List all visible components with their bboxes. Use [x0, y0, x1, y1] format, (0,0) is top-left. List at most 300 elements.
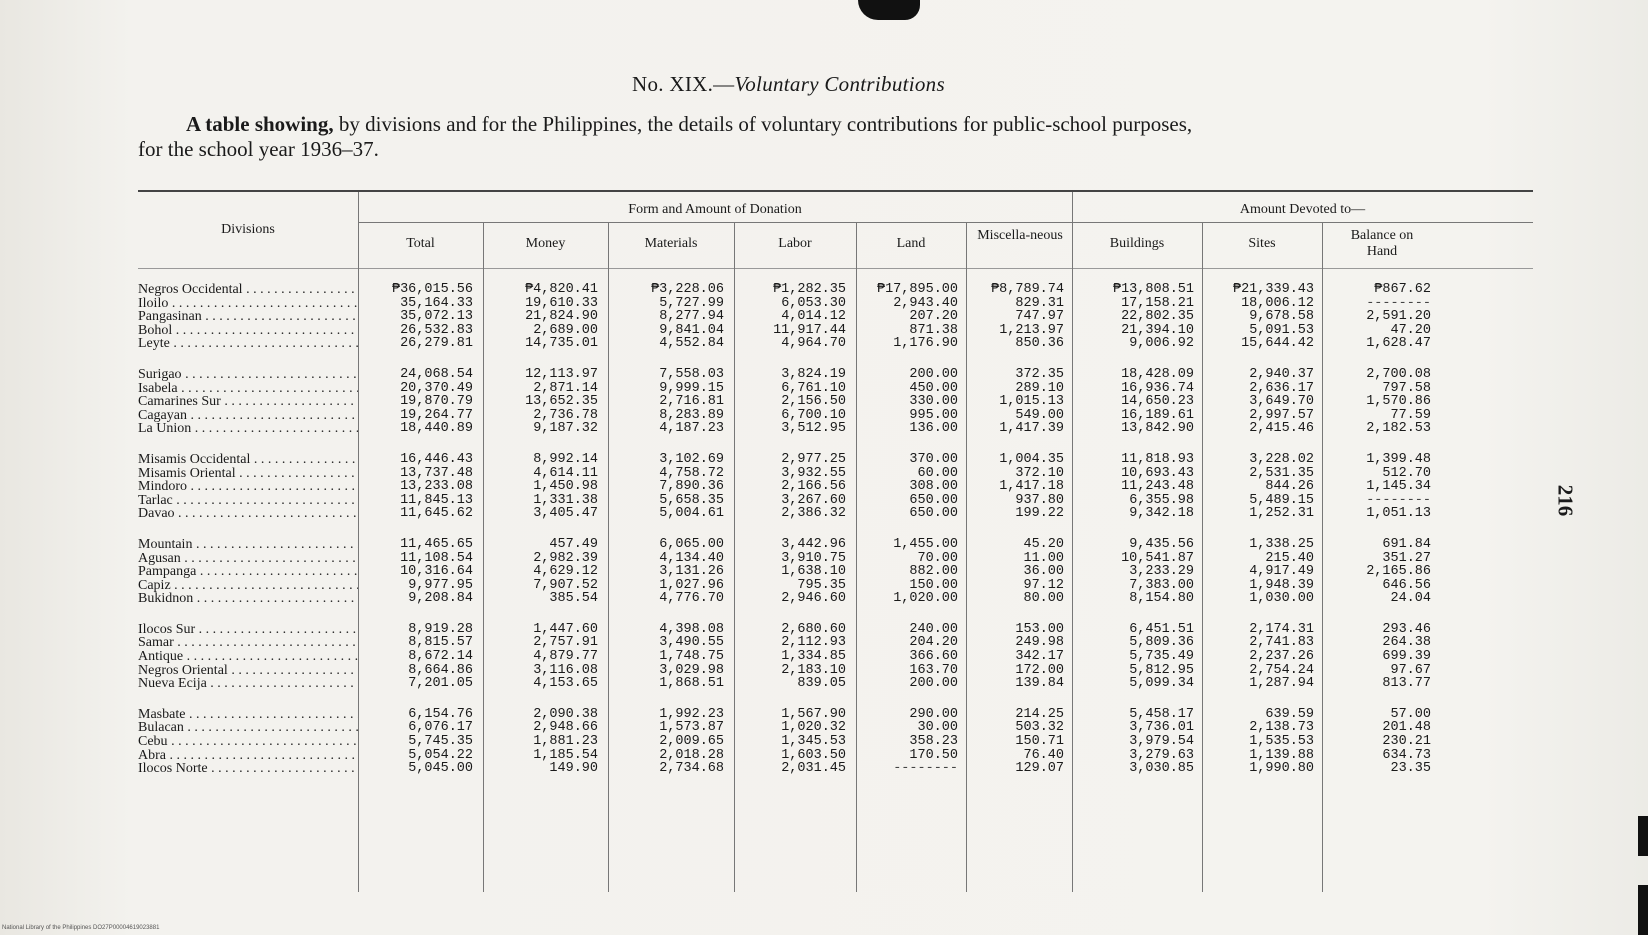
row-group [1074, 538, 1194, 606]
cell-materials: 2,716.81 [659, 394, 724, 410]
division-name: Camarines Sur . . . [138, 395, 358, 409]
cell-materials: 4,552.84 [659, 336, 724, 352]
division-name: Surigao . . . [138, 368, 358, 382]
cell-balance: -------- [1366, 295, 1431, 311]
cell-land: 1,020.00 [893, 591, 958, 607]
cell-labor: 6,053.30 [781, 295, 846, 311]
cell-total: 9,208.84 [408, 591, 473, 607]
cell-misc: ₱8,789.74 [991, 282, 1064, 297]
row-group [138, 283, 358, 351]
cell-labor: 3,267.60 [781, 492, 846, 508]
division-name: Nueva Ecija . . . [138, 677, 358, 691]
row-group [858, 368, 958, 436]
row-group [858, 708, 958, 776]
cell-materials: 3,490.55 [659, 635, 724, 651]
division-name: La Union . . . [138, 422, 358, 436]
cell-land: 882.00 [909, 564, 958, 580]
cell-misc: 199.22 [1015, 506, 1064, 522]
cell-balance: 264.38 [1382, 635, 1431, 651]
division-name: Antique . . . [138, 650, 358, 664]
cell-labor: 2,156.50 [781, 394, 846, 410]
cell-total: 8,672.14 [408, 649, 473, 665]
division-name: Pangasinan . . . [138, 310, 358, 324]
cell-labor: 11,917.44 [773, 322, 846, 338]
division-name: Samar . . . [138, 636, 358, 650]
division-name: Negros Occidental . . . [138, 283, 358, 297]
cell-money: 2,090.38 [533, 706, 598, 722]
row-group [1324, 283, 1431, 351]
cell-balance: 47.20 [1390, 322, 1431, 338]
row-group [485, 368, 598, 436]
cell-buildings: 17,158.21 [1121, 295, 1194, 311]
cell-balance: 2,591.20 [1366, 309, 1431, 325]
cell-misc: 249.98 [1015, 635, 1064, 651]
cell-misc: 829.31 [1015, 295, 1064, 311]
cell-labor: 2,977.25 [781, 451, 846, 467]
cell-materials: 1,992.23 [659, 706, 724, 722]
cell-balance: 24.04 [1390, 591, 1431, 607]
cell-money: 457.49 [549, 536, 598, 552]
row-group [138, 453, 358, 521]
cell-money: 2,871.14 [533, 380, 598, 396]
cell-labor: 4,964.70 [781, 336, 846, 352]
division-name: Iloilo . . . [138, 297, 358, 311]
col-rule [734, 222, 735, 892]
cell-land: 30.00 [917, 720, 958, 736]
cell-money: 2,757.91 [533, 635, 598, 651]
division-column [138, 283, 358, 793]
cell-money: 7,907.52 [533, 577, 598, 593]
cell-materials: 5,727.99 [659, 295, 724, 311]
row-group [736, 283, 846, 351]
header-devoted-group: Amount Devoted to— [1239, 202, 1366, 217]
cell-balance: 23.35 [1390, 761, 1431, 777]
division-name: Capiz . . . [138, 579, 358, 593]
cell-sites: 5,091.53 [1249, 322, 1314, 338]
cell-sites: 2,741.83 [1249, 635, 1314, 651]
cell-sites: 9,678.58 [1249, 309, 1314, 325]
cell-buildings: 7,383.00 [1129, 577, 1194, 593]
cell-money: 2,689.00 [533, 322, 598, 338]
cell-land: 150.00 [909, 577, 958, 593]
cell-total: 9,977.95 [408, 577, 473, 593]
division-name: Tarlac . . . [138, 494, 358, 508]
cell-buildings: 6,355.98 [1129, 492, 1194, 508]
cell-labor: 3,824.19 [781, 366, 846, 382]
cell-buildings: 14,650.23 [1121, 394, 1194, 410]
col-rule [1202, 222, 1203, 892]
row-group [1324, 538, 1431, 606]
cell-buildings: 8,154.80 [1129, 591, 1194, 607]
cell-buildings: 5,735.49 [1129, 649, 1194, 665]
cell-buildings: 5,458.17 [1129, 706, 1194, 722]
division-name: Bulacan . . . [138, 721, 358, 735]
cell-money: 4,614.11 [533, 465, 598, 481]
cell-total: 5,054.22 [408, 747, 473, 763]
cell-misc: 139.84 [1015, 676, 1064, 692]
cell-misc: 503.32 [1015, 720, 1064, 736]
cell-sites: 2,754.24 [1249, 662, 1314, 678]
row-group [360, 538, 473, 606]
cell-materials: 5,004.61 [659, 506, 724, 522]
cell-misc: 80.00 [1023, 591, 1064, 607]
division-name: Ilocos Sur . . . [138, 623, 358, 637]
cell-materials: 2,734.68 [659, 761, 724, 777]
contributions-table [138, 192, 1533, 892]
header-misc: Miscella-neous [977, 228, 1063, 243]
row-group [968, 623, 1064, 691]
cell-land: -------- [893, 761, 958, 777]
cell-buildings: 22,802.35 [1121, 309, 1194, 325]
cell-sites: 1,990.80 [1249, 761, 1314, 777]
header-divisions: Divisions [221, 222, 275, 237]
cell-labor: 4,014.12 [781, 309, 846, 325]
row-group [968, 283, 1064, 351]
cell-balance: 1,145.34 [1366, 479, 1431, 495]
row-group [1074, 368, 1194, 436]
row-group [1324, 453, 1431, 521]
cell-money: 4,879.77 [533, 649, 598, 665]
intro-paragraph [138, 112, 1538, 162]
division-name: Davao . . . [138, 507, 358, 521]
cell-materials: 6,065.00 [659, 536, 724, 552]
cell-balance: 797.58 [1382, 380, 1431, 396]
division-name: Mountain . . . [138, 538, 358, 552]
cell-labor: 6,700.10 [781, 407, 846, 423]
cell-labor: 3,512.95 [781, 421, 846, 437]
cell-misc: 129.07 [1015, 761, 1064, 777]
header-group-rule [358, 222, 1533, 223]
cell-sites: 2,940.37 [1249, 366, 1314, 382]
cell-labor: 1,345.53 [781, 734, 846, 750]
cell-money: 1,331.38 [533, 492, 598, 508]
cell-total: 18,440.89 [400, 421, 473, 437]
cell-balance: 230.21 [1382, 734, 1431, 750]
cell-misc: 1,213.97 [999, 322, 1064, 338]
header-labor: Labor [778, 236, 812, 251]
header-money: Money [525, 236, 566, 251]
cell-sites: 2,415.46 [1249, 421, 1314, 437]
balance-column [1324, 283, 1431, 793]
cell-total: 20,370.49 [400, 380, 473, 396]
cell-total: 10,316.64 [400, 564, 473, 580]
cell-sites: 5,489.15 [1249, 492, 1314, 508]
cell-labor: 1,567.90 [781, 706, 846, 722]
cell-total: 13,737.48 [400, 465, 473, 481]
row-group [138, 368, 358, 436]
sites-column [1204, 283, 1314, 793]
cell-labor: 2,386.32 [781, 506, 846, 522]
cell-land: 2,943.40 [893, 295, 958, 311]
cell-buildings: 5,809.36 [1129, 635, 1194, 651]
cell-materials: 4,398.08 [659, 621, 724, 637]
intro-line1: by divisions and for the Philippines, the details of voluntary contributions for public-school purposes, [333, 112, 1193, 136]
cell-land: 358.23 [909, 734, 958, 750]
row-group [968, 453, 1064, 521]
cell-money: 1,185.54 [533, 747, 598, 763]
cell-balance: 57.00 [1390, 706, 1431, 722]
cell-land: ₱17,895.00 [876, 282, 958, 297]
cell-sites: 4,917.49 [1249, 564, 1314, 580]
col-rule [1072, 192, 1073, 892]
buildings-column [1074, 283, 1194, 793]
division-name: Cebu . . . [138, 735, 358, 749]
row-group [1204, 708, 1314, 776]
cell-buildings: 3,233.29 [1129, 564, 1194, 580]
cell-balance: 691.84 [1382, 536, 1431, 552]
cell-buildings: 11,818.93 [1121, 451, 1194, 467]
cell-labor: 3,910.75 [781, 550, 846, 566]
row-group [1074, 283, 1194, 351]
cell-materials: 1,027.96 [659, 577, 724, 593]
row-group [968, 708, 1064, 776]
row-group [736, 453, 846, 521]
cell-misc: 1,417.39 [999, 421, 1064, 437]
cell-buildings: 18,428.09 [1121, 366, 1194, 382]
cell-labor: 2,946.60 [781, 591, 846, 607]
cell-sites: 2,174.31 [1249, 621, 1314, 637]
division-name: Misamis Oriental . . . [138, 467, 358, 481]
cell-sites: 2,138.73 [1249, 720, 1314, 736]
cell-land: 136.00 [909, 421, 958, 437]
cell-total: 5,045.00 [408, 761, 473, 777]
row-group [1204, 283, 1314, 351]
cell-sites: 844.26 [1265, 479, 1314, 495]
page-title [632, 72, 945, 97]
division-name: Pampanga . . . [138, 565, 358, 579]
cell-money: 2,736.78 [533, 407, 598, 423]
cell-sites: ₱21,339.43 [1232, 282, 1314, 297]
cell-land: 60.00 [917, 465, 958, 481]
cell-materials: 7,890.36 [659, 479, 724, 495]
cell-total: 19,870.79 [400, 394, 473, 410]
division-name: Bohol . . . [138, 324, 358, 338]
row-group [610, 538, 724, 606]
cell-misc: 45.20 [1023, 536, 1064, 552]
cell-balance: 1,570.86 [1366, 394, 1431, 410]
cell-land: 370.00 [909, 451, 958, 467]
cell-land: 308.00 [909, 479, 958, 495]
cell-land: 1,176.90 [893, 336, 958, 352]
cell-total: 11,645.62 [400, 506, 473, 522]
intro-line2: for the school year 1936–37. [138, 137, 379, 161]
cell-land: 650.00 [909, 506, 958, 522]
cell-balance: 699.39 [1382, 649, 1431, 665]
cell-land: 170.50 [909, 747, 958, 763]
cell-sites: 15,644.42 [1241, 336, 1314, 352]
cell-sites: 639.59 [1265, 706, 1314, 722]
cell-total: 6,076.17 [408, 720, 473, 736]
cell-balance: ₱867.62 [1374, 282, 1431, 297]
row-group [736, 368, 846, 436]
cell-buildings: 9,006.92 [1129, 336, 1194, 352]
cell-materials: 4,187.23 [659, 421, 724, 437]
cell-labor: 2,031.45 [781, 761, 846, 777]
cell-balance: 201.48 [1382, 720, 1431, 736]
cell-money: 3,405.47 [533, 506, 598, 522]
cell-land: 200.00 [909, 366, 958, 382]
header-materials: Materials [644, 236, 698, 251]
cell-materials: 8,277.94 [659, 309, 724, 325]
row-group [1204, 623, 1314, 691]
cell-balance: 813.77 [1382, 676, 1431, 692]
division-name: Agusan . . . [138, 552, 358, 566]
row-group [360, 623, 473, 691]
division-name: Negros Oriental . . . [138, 664, 358, 678]
cell-land: 204.20 [909, 635, 958, 651]
cell-balance: 1,628.47 [1366, 336, 1431, 352]
header-buildings: Buildings [1109, 236, 1165, 251]
cell-money: 385.54 [549, 591, 598, 607]
cell-buildings: 5,812.95 [1129, 662, 1194, 678]
cell-money: 9,187.32 [533, 421, 598, 437]
cell-balance: -------- [1366, 492, 1431, 508]
cell-balance: 97.67 [1390, 662, 1431, 678]
cell-sites: 215.40 [1265, 550, 1314, 566]
row-group [968, 538, 1064, 606]
cell-materials: 7,558.03 [659, 366, 724, 382]
ink-blot [858, 0, 920, 20]
cell-materials: 9,841.04 [659, 322, 724, 338]
cell-total: 6,154.76 [408, 706, 473, 722]
cell-sites: 1,252.31 [1249, 506, 1314, 522]
cell-land: 163.70 [909, 662, 958, 678]
cell-materials: 2,009.65 [659, 734, 724, 750]
cell-sites: 2,997.57 [1249, 407, 1314, 423]
cell-materials: 3,029.98 [659, 662, 724, 678]
cell-materials: 3,102.69 [659, 451, 724, 467]
row-group [138, 538, 358, 606]
cell-buildings: 9,435.56 [1129, 536, 1194, 552]
cell-total: 13,233.08 [400, 479, 473, 495]
cell-money: 13,652.35 [525, 394, 598, 410]
row-group [1324, 708, 1431, 776]
col-rule [1322, 222, 1323, 892]
cell-labor: 2,680.60 [781, 621, 846, 637]
cell-money: 3,116.08 [533, 662, 598, 678]
cell-misc: 1,015.13 [999, 394, 1064, 410]
division-name: Isabela . . . [138, 382, 358, 396]
division-name: Bukidnon . . . [138, 592, 358, 606]
cell-labor: 1,638.10 [781, 564, 846, 580]
cell-materials: 1,573.87 [659, 720, 724, 736]
col-rule [483, 222, 484, 892]
cell-labor: ₱1,282.35 [773, 282, 846, 297]
row-group [1074, 623, 1194, 691]
cell-total: 19,264.77 [400, 407, 473, 423]
cell-money: 1,450.98 [533, 479, 598, 495]
cell-total: 7,201.05 [408, 676, 473, 692]
division-name: Masbate . . . [138, 708, 358, 722]
cell-buildings: 3,030.85 [1129, 761, 1194, 777]
cell-land: 200.00 [909, 676, 958, 692]
cell-misc: 1,004.35 [999, 451, 1064, 467]
division-name: Ilocos Norte . . . [138, 762, 358, 776]
cell-buildings: 16,936.74 [1121, 380, 1194, 396]
cell-money: 4,629.12 [533, 564, 598, 580]
cell-labor: 3,932.55 [781, 465, 846, 481]
row-group [1204, 368, 1314, 436]
cell-materials: 4,758.72 [659, 465, 724, 481]
row-group [968, 368, 1064, 436]
cell-total: 35,072.13 [400, 309, 473, 325]
intro-bold: A table showing, [186, 112, 334, 136]
cell-land: 366.60 [909, 649, 958, 665]
header-land: Land [896, 236, 926, 251]
header-sites: Sites [1248, 236, 1276, 251]
cell-labor: 1,020.32 [781, 720, 846, 736]
cell-misc: 937.80 [1015, 492, 1064, 508]
cell-buildings: 10,541.87 [1121, 550, 1194, 566]
row-group [858, 453, 958, 521]
header-bottom-rule [138, 268, 1533, 269]
cell-labor: 6,761.10 [781, 380, 846, 396]
row-group [138, 708, 358, 776]
cell-misc: 372.10 [1015, 465, 1064, 481]
cell-materials: 1,748.75 [659, 649, 724, 665]
cell-labor: 839.05 [797, 676, 846, 692]
misc-column [968, 283, 1064, 793]
total-column [360, 283, 473, 793]
row-group [485, 708, 598, 776]
cell-materials: 2,018.28 [659, 747, 724, 763]
cell-balance: 634.73 [1382, 747, 1431, 763]
cell-money: 1,447.60 [533, 621, 598, 637]
cell-total: 26,532.83 [400, 322, 473, 338]
cell-labor: 3,442.96 [781, 536, 846, 552]
title-number: No. XIX.— [632, 72, 735, 96]
row-group [610, 368, 724, 436]
cell-total: 8,664.86 [408, 662, 473, 678]
cell-land: 290.00 [909, 706, 958, 722]
footer-credit: National Library of the Philippines DO27P00004619023881 [2, 925, 160, 931]
cell-sites: 1,287.94 [1249, 676, 1314, 692]
edge-mark [1638, 885, 1648, 935]
cell-land: 240.00 [909, 621, 958, 637]
row-group [610, 708, 724, 776]
cell-misc: 97.12 [1023, 577, 1064, 593]
cell-misc: 747.97 [1015, 309, 1064, 325]
row-group [360, 368, 473, 436]
land-column [858, 283, 958, 793]
cell-balance: 512.70 [1382, 465, 1431, 481]
header-form-group: Form and Amount of Donation [628, 202, 802, 217]
cell-balance: 2,182.53 [1366, 421, 1431, 437]
cell-misc: 549.00 [1015, 407, 1064, 423]
cell-sites: 2,636.17 [1249, 380, 1314, 396]
materials-column [610, 283, 724, 793]
cell-materials: 9,999.15 [659, 380, 724, 396]
cell-money: 2,948.66 [533, 720, 598, 736]
cell-sites: 1,535.53 [1249, 734, 1314, 750]
cell-land: 450.00 [909, 380, 958, 396]
cell-balance: 351.27 [1382, 550, 1431, 566]
cell-misc: 1,417.18 [999, 479, 1064, 495]
row-group [485, 538, 598, 606]
cell-balance: 293.46 [1382, 621, 1431, 637]
col-rule [856, 222, 857, 892]
row-group [485, 283, 598, 351]
row-group [858, 623, 958, 691]
cell-money: 2,982.39 [533, 550, 598, 566]
cell-sites: 18,006.12 [1241, 295, 1314, 311]
cell-misc: 850.36 [1015, 336, 1064, 352]
cell-labor: 1,603.50 [781, 747, 846, 763]
cell-total: 26,279.81 [400, 336, 473, 352]
cell-balance: 1,399.48 [1366, 451, 1431, 467]
row-group [858, 538, 958, 606]
cell-buildings: ₱13,808.51 [1112, 282, 1194, 297]
